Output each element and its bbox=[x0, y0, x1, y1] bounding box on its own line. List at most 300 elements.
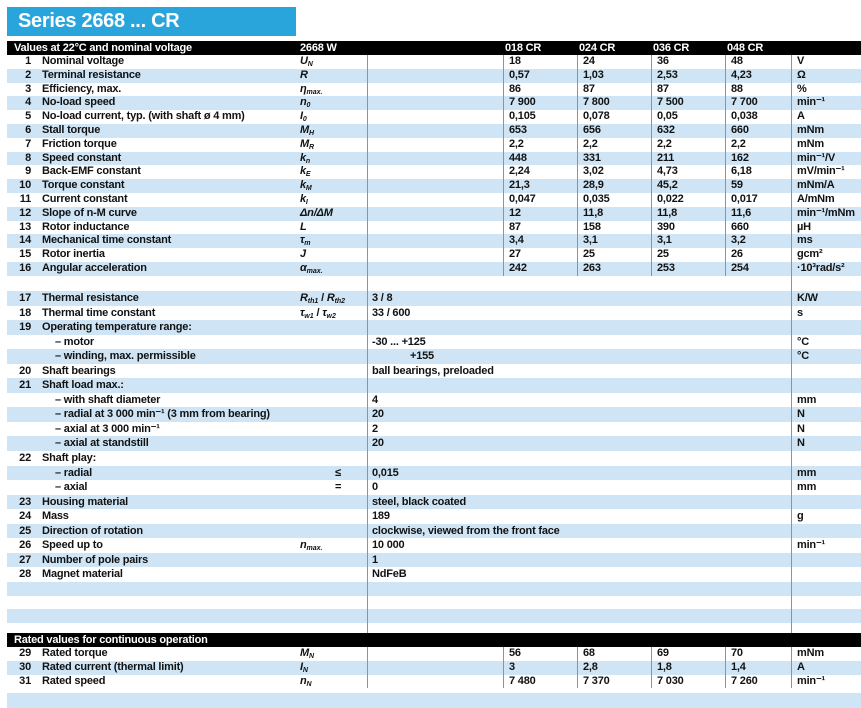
symbol-segment: τ bbox=[300, 234, 305, 247]
column-divider-line bbox=[791, 55, 792, 633]
symbol-segment: R bbox=[326, 292, 335, 304]
table-row bbox=[7, 661, 861, 675]
row-text-value: clockwise, viewed from the front face bbox=[372, 524, 560, 537]
column-header-018cr: 018 CR bbox=[505, 42, 542, 54]
table-row bbox=[7, 83, 861, 97]
value-column-divider-line bbox=[651, 647, 652, 688]
row-symbol bbox=[300, 675, 312, 692]
rated-table-body bbox=[7, 647, 861, 688]
row-label: – axial at standstill bbox=[55, 437, 149, 450]
row-value: 2,2 bbox=[657, 137, 672, 150]
row-value: 3,02 bbox=[583, 165, 604, 178]
row-unit: mm bbox=[797, 481, 817, 494]
symbol-segment: R bbox=[300, 68, 308, 81]
row-number: 7 bbox=[25, 137, 31, 150]
row-value: 11,6 bbox=[731, 206, 752, 219]
row-number: 9 bbox=[25, 165, 31, 178]
row-label: Friction torque bbox=[42, 137, 117, 150]
value-column-divider-line bbox=[725, 55, 726, 276]
row-label: – with shaft diameter bbox=[55, 393, 161, 406]
symbol-segment: α bbox=[300, 261, 307, 274]
series-title-bar bbox=[7, 7, 296, 36]
values-table-body bbox=[7, 55, 861, 276]
row-label: – winding, max. permissible bbox=[55, 350, 196, 363]
value-column-divider-line bbox=[725, 647, 726, 688]
symbol-segment: H bbox=[308, 129, 315, 137]
symbol-segment: n bbox=[300, 539, 307, 552]
row-value: 25 bbox=[657, 248, 669, 261]
symbol-segment: / bbox=[313, 306, 323, 319]
row-number: 26 bbox=[19, 539, 31, 552]
table-row bbox=[7, 291, 861, 306]
row-value: 69 bbox=[657, 647, 669, 659]
row-number: 14 bbox=[19, 234, 31, 247]
row-label: Housing material bbox=[42, 495, 129, 508]
row-unit: min⁻¹ bbox=[797, 96, 826, 109]
row-label: – motor bbox=[55, 335, 94, 348]
symbol-segment: max. bbox=[306, 267, 323, 275]
row-text-value: 4 bbox=[372, 393, 378, 406]
table-row bbox=[7, 193, 861, 207]
row-value: 7 260 bbox=[731, 674, 758, 687]
row-label: Nominal voltage bbox=[42, 55, 124, 67]
row-label: Shaft play: bbox=[42, 452, 97, 465]
table-row bbox=[7, 152, 861, 166]
row-symbol bbox=[300, 207, 333, 221]
row-value: 11,8 bbox=[657, 206, 678, 219]
row-symbol bbox=[300, 248, 306, 262]
row-value: 0,047 bbox=[509, 192, 536, 205]
row-text-value: 2 bbox=[372, 422, 378, 435]
table-row bbox=[7, 422, 861, 437]
row-unit: min⁻¹/mNm bbox=[797, 206, 855, 219]
table-row bbox=[7, 320, 861, 335]
row-symbol bbox=[300, 262, 323, 279]
row-value: 0,035 bbox=[583, 192, 610, 205]
row-unit: mm bbox=[797, 393, 817, 406]
row-label: Mass bbox=[42, 510, 69, 523]
symbol-segment: n bbox=[300, 674, 307, 687]
spacer-row bbox=[7, 596, 861, 610]
row-value: 2,8 bbox=[583, 660, 598, 673]
row-value: 1,8 bbox=[657, 660, 672, 673]
table-row bbox=[7, 466, 861, 481]
table-row bbox=[7, 306, 861, 321]
row-value: 390 bbox=[657, 220, 675, 233]
properties-table-body bbox=[7, 291, 861, 582]
header-condition-label: Values at 22°C and nominal voltage bbox=[14, 42, 192, 54]
row-value: 7 030 bbox=[657, 674, 684, 687]
symbol-segment: k bbox=[300, 192, 306, 205]
row-unit: mNm/A bbox=[797, 179, 835, 192]
row-unit: % bbox=[797, 82, 807, 95]
symbol-segment: R bbox=[308, 143, 315, 151]
row-unit: Ω bbox=[797, 68, 806, 81]
row-unit: min⁻¹ bbox=[797, 539, 826, 552]
row-value: 24 bbox=[583, 55, 595, 67]
table-row bbox=[7, 234, 861, 248]
row-value: 87 bbox=[657, 82, 669, 95]
row-label: No-load speed bbox=[42, 96, 116, 109]
symbol-segment: M bbox=[300, 123, 309, 136]
row-number: 25 bbox=[19, 524, 31, 537]
symbol-segment: th2 bbox=[334, 298, 346, 305]
symbol-segment: M bbox=[300, 647, 309, 659]
row-value: 254 bbox=[731, 261, 749, 274]
row-unit: N bbox=[797, 408, 805, 421]
spacer-rows bbox=[7, 582, 861, 633]
row-value: 0,05 bbox=[657, 110, 678, 123]
spacer-row bbox=[7, 582, 861, 596]
table-row bbox=[7, 165, 861, 179]
row-number: 24 bbox=[19, 510, 31, 523]
row-value: 162 bbox=[731, 151, 749, 164]
row-label: Thermal time constant bbox=[42, 306, 156, 319]
row-text-value: 0,015 bbox=[372, 466, 399, 479]
table-row bbox=[7, 55, 861, 69]
table-header-bar bbox=[7, 41, 861, 55]
table-row bbox=[7, 179, 861, 193]
value-column-divider-line bbox=[651, 55, 652, 276]
row-label: Rated current (thermal limit) bbox=[42, 660, 184, 673]
row-number: 22 bbox=[19, 452, 31, 465]
spacer-row bbox=[7, 623, 861, 634]
column-header-024cr: 024 CR bbox=[579, 42, 616, 54]
symbol-segment: n bbox=[305, 157, 311, 165]
row-unit: gcm² bbox=[797, 248, 823, 261]
row-value: 11,8 bbox=[583, 206, 604, 219]
symbol-segment: M bbox=[305, 185, 312, 193]
row-text-value: 10 000 bbox=[372, 539, 405, 552]
symbol-segment: 0 bbox=[306, 102, 311, 110]
row-value: 25 bbox=[583, 248, 595, 261]
symbol-segment: N bbox=[306, 680, 312, 688]
row-unit: mNm bbox=[797, 647, 824, 659]
row-label: – radial at 3 000 min⁻¹ (3 mm from bearing) bbox=[55, 408, 270, 421]
row-value: 632 bbox=[657, 123, 675, 136]
row-text-value: 33 / 600 bbox=[372, 306, 411, 319]
series-title: Series 2668 ... CR bbox=[18, 10, 180, 32]
row-unit: V bbox=[797, 55, 805, 67]
row-label: Terminal resistance bbox=[42, 68, 141, 81]
row-value: 48 bbox=[731, 55, 743, 67]
row-text-value: 1 bbox=[372, 553, 378, 566]
row-value: 3 bbox=[509, 660, 515, 673]
row-text-value: 3 / 8 bbox=[372, 292, 393, 304]
table-row bbox=[7, 221, 861, 235]
row-unit: s bbox=[797, 306, 803, 319]
row-label: Speed up to bbox=[42, 539, 103, 552]
row-unit: N bbox=[797, 437, 805, 450]
row-number: 2 bbox=[25, 68, 31, 81]
symbol-segment: E bbox=[305, 171, 311, 179]
row-unit: mNm bbox=[797, 137, 824, 150]
row-symbol bbox=[335, 480, 341, 495]
symbol-segment: N bbox=[308, 653, 315, 660]
symbol-segment: w1 bbox=[304, 312, 314, 320]
row-label: Efficiency, max. bbox=[42, 82, 122, 95]
row-number: 5 bbox=[25, 110, 31, 123]
row-value: 0,017 bbox=[731, 192, 758, 205]
row-value: 7 500 bbox=[657, 96, 684, 109]
row-number: 13 bbox=[19, 220, 31, 233]
row-value: 2,2 bbox=[731, 137, 746, 150]
row-label: Operating temperature range: bbox=[42, 321, 192, 334]
row-value: 70 bbox=[731, 647, 743, 659]
row-symbol bbox=[300, 221, 307, 235]
row-unit: A/mNm bbox=[797, 192, 835, 205]
row-label: Mechanical time constant bbox=[42, 234, 172, 247]
row-value: 86 bbox=[509, 82, 521, 95]
row-value: 1,03 bbox=[583, 68, 604, 81]
row-number: 4 bbox=[25, 96, 31, 109]
row-number: 15 bbox=[19, 248, 31, 261]
symbol-segment: Δn/ΔM bbox=[300, 206, 333, 219]
row-value: 660 bbox=[731, 123, 749, 136]
row-value: 3,1 bbox=[657, 234, 672, 247]
table-row bbox=[7, 364, 861, 379]
symbol-segment: 0 bbox=[302, 116, 307, 124]
row-unit: mm bbox=[797, 466, 817, 479]
row-value: 6,18 bbox=[731, 165, 752, 178]
table-row bbox=[7, 69, 861, 83]
row-value: 88 bbox=[731, 82, 743, 95]
row-text-value: 189 bbox=[372, 510, 390, 523]
symbol-segment: N bbox=[307, 61, 313, 68]
row-label: Torque constant bbox=[42, 179, 125, 192]
row-value: 263 bbox=[583, 261, 601, 274]
bottom-accent-band bbox=[7, 693, 861, 708]
row-label: Stall torque bbox=[42, 123, 101, 136]
row-value: 3,2 bbox=[731, 234, 746, 247]
row-value: 656 bbox=[583, 123, 601, 136]
row-value: 3,1 bbox=[583, 234, 598, 247]
table-row bbox=[7, 262, 861, 276]
row-label: Rotor inertia bbox=[42, 248, 105, 261]
row-value: 56 bbox=[509, 647, 521, 659]
table-row bbox=[7, 436, 861, 451]
symbol-segment: τ bbox=[322, 306, 327, 319]
row-unit: °C bbox=[797, 335, 809, 348]
row-value: 0,078 bbox=[583, 110, 610, 123]
row-number: 30 bbox=[19, 660, 31, 673]
row-label: – axial at 3 000 min⁻¹ bbox=[55, 422, 160, 435]
row-label: Direction of rotation bbox=[42, 524, 143, 537]
row-value: 7 800 bbox=[583, 96, 610, 109]
header-series-label: 2668 W bbox=[300, 42, 337, 54]
symbol-segment: I bbox=[300, 660, 303, 673]
row-unit: °C bbox=[797, 350, 809, 363]
row-text-value: 20 bbox=[372, 408, 384, 421]
row-number: 21 bbox=[19, 379, 31, 392]
row-value: 18 bbox=[509, 55, 521, 67]
row-unit: min⁻¹ bbox=[797, 674, 826, 687]
row-symbol bbox=[335, 466, 341, 481]
row-value: 1,4 bbox=[731, 660, 746, 673]
value-column-divider-line bbox=[577, 55, 578, 276]
row-label: Shaft load max.: bbox=[42, 379, 124, 392]
row-label: No-load current, typ. (with shaft ø 4 mm) bbox=[42, 110, 245, 123]
row-number: 18 bbox=[19, 306, 31, 319]
table-row bbox=[7, 538, 861, 553]
row-value: 653 bbox=[509, 123, 527, 136]
table-row bbox=[7, 675, 861, 689]
row-number: 11 bbox=[19, 192, 31, 205]
row-label: Number of pole pairs bbox=[42, 553, 149, 566]
row-label: Current constant bbox=[42, 192, 128, 205]
row-number: 31 bbox=[19, 674, 31, 687]
row-label: Magnet material bbox=[42, 568, 123, 581]
row-number: 8 bbox=[25, 151, 31, 164]
table-row bbox=[7, 138, 861, 152]
row-value: 45,2 bbox=[657, 179, 678, 192]
symbol-segment: N bbox=[302, 666, 308, 674]
symbol-segment: max. bbox=[306, 545, 323, 553]
table-row bbox=[7, 124, 861, 138]
row-number: 16 bbox=[19, 261, 31, 274]
row-value: 7 700 bbox=[731, 96, 758, 109]
table-row bbox=[7, 647, 861, 661]
row-label: Slope of n-M curve bbox=[42, 206, 137, 219]
table-row bbox=[7, 378, 861, 393]
row-label: Speed constant bbox=[42, 151, 122, 164]
symbol-segment: = bbox=[335, 481, 342, 494]
symbol-segment: L bbox=[300, 220, 307, 233]
row-number: 12 bbox=[19, 206, 31, 219]
row-value: 26 bbox=[731, 248, 743, 261]
row-number: 29 bbox=[19, 647, 31, 659]
table-row bbox=[7, 335, 861, 350]
row-unit: K/W bbox=[797, 292, 818, 304]
row-label: Thermal resistance bbox=[42, 292, 139, 304]
column-header-048cr: 048 CR bbox=[727, 42, 764, 54]
row-unit: ·10³rad/s² bbox=[797, 261, 845, 274]
table-row bbox=[7, 524, 861, 539]
spacer-row bbox=[7, 609, 861, 623]
symbol-segment: m bbox=[304, 240, 311, 248]
row-value: 12 bbox=[509, 206, 521, 219]
row-value: 211 bbox=[657, 151, 675, 164]
row-number: 3 bbox=[25, 82, 31, 95]
row-value: 2,24 bbox=[509, 165, 530, 178]
row-number: 6 bbox=[25, 123, 31, 136]
row-value: 0,57 bbox=[509, 68, 530, 81]
row-value: 21,3 bbox=[509, 179, 530, 192]
row-number: 10 bbox=[19, 179, 31, 192]
row-unit: A bbox=[797, 110, 805, 123]
row-value: 158 bbox=[583, 220, 601, 233]
row-value: 59 bbox=[731, 179, 743, 192]
row-value: 28,9 bbox=[583, 179, 604, 192]
row-symbol bbox=[300, 69, 308, 83]
symbol-segment: I bbox=[300, 110, 303, 123]
symbol-segment: th1 bbox=[307, 298, 319, 305]
row-unit: ms bbox=[797, 234, 813, 247]
row-value: 0,022 bbox=[657, 192, 684, 205]
row-value: 7 480 bbox=[509, 674, 536, 687]
row-value: 36 bbox=[657, 55, 669, 67]
row-unit: mV/min⁻¹ bbox=[797, 165, 845, 178]
symbol-segment: R bbox=[300, 292, 308, 304]
table-row bbox=[7, 480, 861, 495]
row-value: 87 bbox=[583, 82, 595, 95]
row-text-value: 20 bbox=[372, 437, 384, 450]
row-label: – radial bbox=[55, 466, 92, 479]
row-value: 7 900 bbox=[509, 96, 536, 109]
table-row bbox=[7, 349, 861, 364]
column-divider-line bbox=[367, 55, 368, 633]
symbol-segment: k bbox=[300, 165, 306, 178]
row-number: 19 bbox=[19, 321, 31, 334]
row-value: 2,2 bbox=[509, 137, 524, 150]
row-value: 448 bbox=[509, 151, 527, 164]
row-value: 4,23 bbox=[731, 68, 752, 81]
row-text-value: ball bearings, preloaded bbox=[372, 364, 494, 377]
symbol-segment: U bbox=[300, 55, 308, 67]
table-row bbox=[7, 509, 861, 524]
row-value: 0,038 bbox=[731, 110, 758, 123]
row-number: 28 bbox=[19, 568, 31, 581]
row-value: 3,4 bbox=[509, 234, 524, 247]
row-number: 1 bbox=[25, 55, 31, 67]
row-unit: N bbox=[797, 422, 805, 435]
row-unit: min⁻¹/V bbox=[797, 151, 836, 164]
table-row bbox=[7, 110, 861, 124]
table-row bbox=[7, 393, 861, 408]
table-row bbox=[7, 207, 861, 221]
symbol-segment: / bbox=[318, 292, 327, 304]
row-value: 27 bbox=[509, 248, 521, 261]
row-value: 2,2 bbox=[583, 137, 598, 150]
row-value: 331 bbox=[583, 151, 601, 164]
row-label: Rated torque bbox=[42, 647, 108, 659]
value-column-divider-line bbox=[503, 647, 504, 688]
symbol-segment: I bbox=[305, 198, 308, 206]
row-text-value: -30 ... +125 bbox=[372, 335, 426, 348]
table-row bbox=[7, 96, 861, 110]
row-label: Shaft bearings bbox=[42, 364, 116, 377]
symbol-segment: ≤ bbox=[335, 466, 341, 479]
table-row bbox=[7, 553, 861, 568]
row-text-value: NdFeB bbox=[372, 568, 407, 581]
row-number: 20 bbox=[19, 364, 31, 377]
symbol-segment: w2 bbox=[326, 312, 336, 320]
row-text-value: 0 bbox=[372, 481, 378, 494]
rated-values-header-bar bbox=[7, 633, 861, 647]
symbol-segment: n bbox=[300, 96, 307, 109]
value-column-divider-line bbox=[577, 647, 578, 688]
column-divider-line bbox=[791, 647, 792, 688]
row-value: 2,53 bbox=[657, 68, 678, 81]
row-value: 4,73 bbox=[657, 165, 678, 178]
row-unit: A bbox=[797, 660, 805, 673]
row-label: Angular acceleration bbox=[42, 261, 147, 274]
row-number: 17 bbox=[19, 292, 31, 304]
row-label: – axial bbox=[55, 481, 88, 494]
row-value: 68 bbox=[583, 647, 595, 659]
symbol-segment: k bbox=[300, 179, 306, 192]
row-label: Rated speed bbox=[42, 674, 106, 687]
symbol-segment: M bbox=[300, 137, 309, 150]
value-column-divider-line bbox=[503, 55, 504, 276]
row-text-value: steel, black coated bbox=[372, 495, 467, 508]
table-row bbox=[7, 248, 861, 262]
row-text-value: +155 bbox=[410, 350, 434, 363]
row-value: 87 bbox=[509, 220, 521, 233]
row-value: 242 bbox=[509, 261, 527, 274]
row-number: 23 bbox=[19, 495, 31, 508]
symbol-segment: τ bbox=[300, 306, 305, 319]
